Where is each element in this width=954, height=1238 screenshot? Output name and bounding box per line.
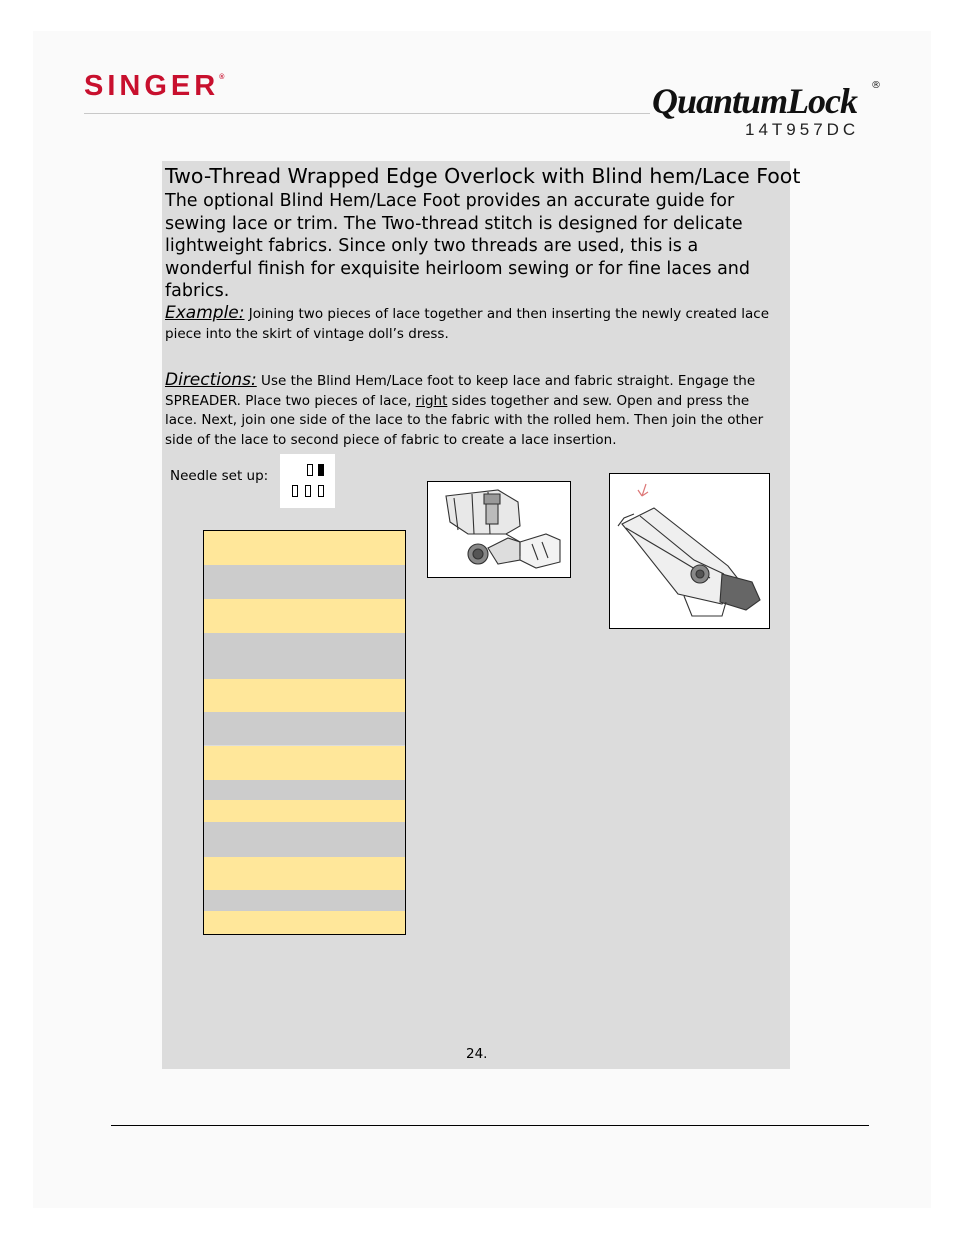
singer-logo: SINGER® bbox=[84, 70, 225, 102]
directions-underlined-word: right bbox=[415, 392, 448, 409]
needle-setup-label: Needle set up: bbox=[170, 468, 269, 484]
needle-setup-diagram bbox=[280, 454, 335, 508]
settings-table-row bbox=[204, 746, 405, 780]
settings-table-row bbox=[204, 800, 405, 822]
needle-slot-empty bbox=[307, 464, 313, 476]
model-number: 14T957DC bbox=[745, 120, 860, 139]
example-text: Joining two pieces of lace together and then inserting the newly created lace piece into the skirt of vintage doll’s dress. bbox=[165, 306, 770, 342]
product-name: QuantumLock bbox=[652, 81, 858, 121]
product-registered-mark: ® bbox=[871, 80, 881, 91]
header-divider bbox=[84, 113, 650, 114]
lace-foot-illustration bbox=[610, 474, 769, 628]
example-paragraph bbox=[165, 303, 785, 344]
settings-table-row bbox=[204, 679, 405, 712]
settings-table-row bbox=[204, 565, 405, 599]
settings-table-row bbox=[204, 857, 405, 890]
needle-slot-filled bbox=[318, 464, 324, 476]
directions-text-before: Use the Blind Hem/Lace foot to keep lace and fabric straight. Engage the SPREADER. Place two pieces of lace, bbox=[165, 373, 756, 409]
example-label: Example: bbox=[165, 303, 245, 323]
settings-table-row bbox=[204, 599, 405, 633]
section-title: Two-Thread Wrapped Edge Overlock with Blind hem/Lace Foot bbox=[165, 164, 801, 188]
needle-slot-empty bbox=[305, 485, 311, 497]
section-intro: The optional Blind Hem/Lace Foot provides an accurate guide for sewing lace or trim. The Two-thread stitch is designed for delicate lightweight fabrics. Since only two threads are used, this is a wonderful finish for exquisite heirloom sewing or for fine laces and fabrics. bbox=[165, 191, 751, 301]
directions-text-after: sides together and sew. Open and press the lace. Next, join one side of the lace to the fabric with the rolled hem. Then join the other side of the lace to second piece of fabric to create a lace insertion. bbox=[165, 392, 764, 448]
settings-table-row bbox=[204, 712, 405, 745]
needle-slot-empty bbox=[292, 485, 298, 497]
blind-hem-foot-image bbox=[427, 481, 571, 578]
settings-table-row bbox=[204, 780, 405, 800]
settings-table bbox=[203, 530, 406, 935]
page-number: 24. bbox=[466, 1046, 488, 1062]
directions-label: Directions: bbox=[165, 370, 257, 390]
settings-table-row bbox=[204, 633, 405, 679]
settings-table-row bbox=[204, 890, 405, 911]
settings-table-row bbox=[204, 911, 405, 934]
settings-table-row bbox=[204, 531, 405, 565]
presser-foot-illustration bbox=[428, 482, 570, 577]
settings-table-row bbox=[204, 822, 405, 857]
lace-foot-image bbox=[609, 473, 770, 629]
footer-divider bbox=[111, 1125, 869, 1126]
needle-slot-empty bbox=[318, 485, 324, 497]
directions-paragraph bbox=[165, 371, 785, 450]
